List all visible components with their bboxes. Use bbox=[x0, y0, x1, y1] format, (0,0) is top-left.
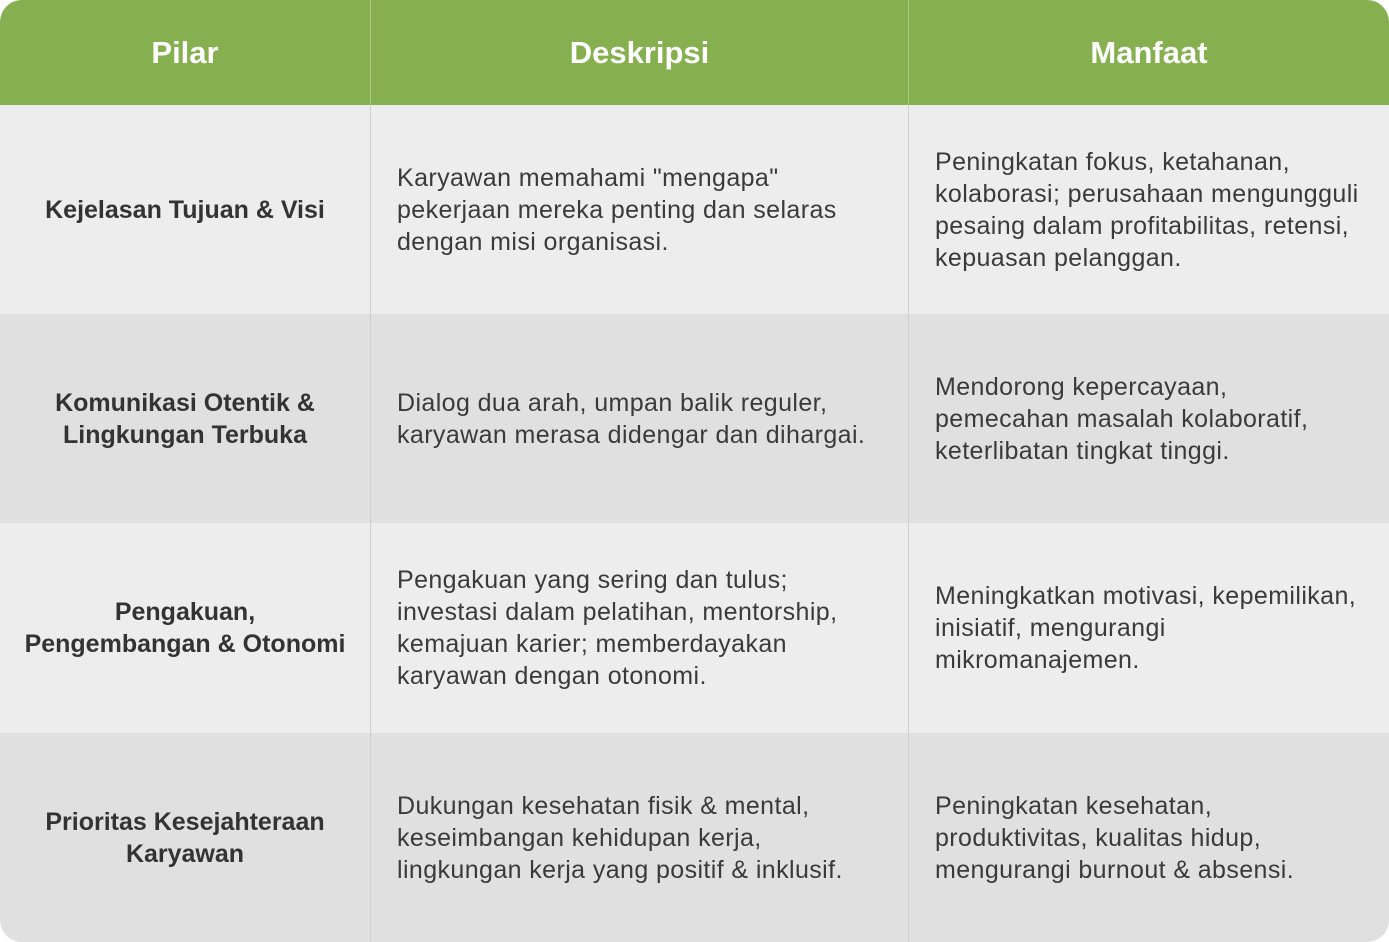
table-cell: Kejelasan Tujuan & Visi bbox=[45, 195, 325, 224]
header-pilar: Pilar bbox=[0, 0, 371, 105]
row-4-deskripsi bbox=[371, 733, 909, 942]
table-cell: Peningkatan fokus, ketahanan, kolaborasi; perusahaan mengungguli pesaing dalam profitabilitas, retensi, kepuasan pelanggan. bbox=[935, 147, 1359, 272]
row-3-pilar bbox=[0, 523, 371, 733]
table-cell: Pengakuan, Pengembangan & Otonomi bbox=[24, 598, 346, 658]
row-2-manfaat bbox=[909, 314, 1389, 523]
row-4-manfaat bbox=[909, 733, 1389, 942]
row-3-deskripsi bbox=[371, 523, 909, 733]
row-4-pilar bbox=[0, 733, 371, 942]
header-deskripsi: Deskripsi bbox=[371, 0, 909, 105]
table-cell: Pengakuan yang sering dan tulus; investasi dalam pelatihan, mentorship, kemajuan karier; memberdayakan karyawan dengan otonomi. bbox=[397, 566, 838, 690]
row-1-manfaat bbox=[909, 105, 1389, 314]
table-cell: Peningkatan kesehatan, produktivitas, kualitas hidup, mengurangi burnout & absensi. bbox=[935, 791, 1295, 884]
table-cell: Meningkatkan motivasi, kepemilikan, inisiatif, mengurangi mikromanajemen. bbox=[935, 582, 1357, 674]
table-cell: Dialog dua arah, umpan balik reguler, karyawan merasa didengar dan dihargai. bbox=[397, 388, 866, 449]
table-cell: Karyawan memahami "mengapa" pekerjaan mereka penting dan selaras dengan misi organisasi. bbox=[397, 163, 837, 256]
row-3-manfaat bbox=[909, 523, 1389, 733]
row-1-pilar bbox=[0, 105, 371, 314]
row-1-deskripsi bbox=[371, 105, 909, 314]
table-cell: Mendorong kepercayaan, pemecahan masalah kolaboratif, keterlibatan tingkat tinggi. bbox=[935, 372, 1309, 465]
table-cell: Komunikasi Otentik & Lingkungan Terbuka bbox=[55, 388, 315, 449]
row-2-deskripsi bbox=[371, 314, 909, 523]
table-cell: Dukungan kesehatan fisik & mental, keseimbangan kehidupan kerja, lingkungan kerja yang positif & inklusif. bbox=[397, 791, 843, 884]
row-2-pilar bbox=[0, 314, 371, 523]
table-cell: Prioritas Kesejahteraan Karyawan bbox=[45, 807, 325, 868]
header-manfaat: Manfaat bbox=[909, 0, 1389, 105]
